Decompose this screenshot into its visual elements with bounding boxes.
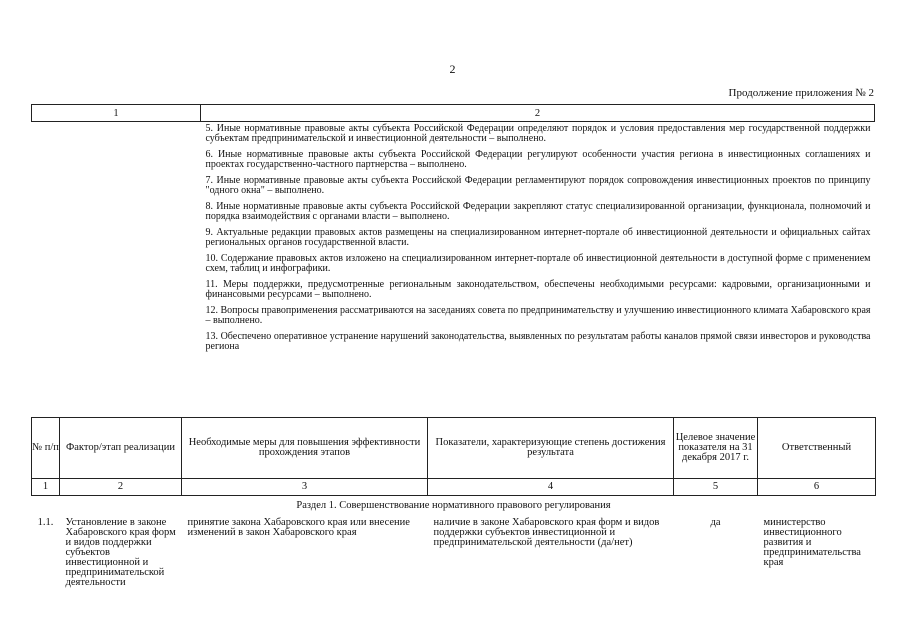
row-factor: Установление в законе Хабаровского края форм и видов поддержки субъектов инвестиционной и предпринимательской деятельности: [65, 517, 176, 588]
paragraph-list: [201, 122, 875, 359]
section-row: [32, 496, 876, 517]
header-indicators: Показатели, характеризующие степень достижения результата: [428, 418, 674, 479]
section-title: Раздел 1. Совершенствование нормативного правового регулирования: [296, 500, 611, 511]
page-number: 2: [449, 62, 456, 76]
row-measures: принятие закона Хабаровского края или внесение изменений в закон Хабаровского края: [187, 517, 410, 538]
row-responsible: министерство инвестиционного развития и предпринимательства края: [763, 517, 861, 568]
column-number: 6: [758, 479, 876, 496]
table-measures: [31, 417, 876, 588]
table-upper-header-row: [32, 105, 875, 122]
paragraph-item: 6. Иные нормативные правовые акты субъекта Российской Федерации регулируют особенности участия региона в инвестиционных соглашениях и проектах государственно-частного партнерства – выполнено.: [205, 149, 871, 170]
header-target: Целевое значение показателя на 31 декабря 2017 г.: [674, 418, 758, 479]
header-measures: Необходимые меры для повышения эффективности прохождения этапов: [182, 418, 428, 479]
paragraph-item: 10. Содержание правовых актов изложено на специализированном интернет-портале об инвестиционной деятельности в доступной форме с применением схем, таблиц и инфографики.: [205, 253, 871, 274]
paragraph-item: 12. Вопросы правоприменения рассматриваются на заседаниях совета по предпринимательству и улучшению инвестиционного климата Хабаровского края – выполнено.: [205, 305, 871, 326]
table-measures-number-row: [32, 479, 876, 496]
table-upper-body-row: [32, 122, 875, 359]
paragraph-item: 9. Актуальные редакции правовых актов размещены на специализированном интернет-портале об инвестиционной деятельности и официальных сайтах региональных органов государственной власти.: [205, 227, 871, 248]
column-number: 1: [32, 479, 60, 496]
paragraph-item: 5. Иные нормативные правовые акты субъекта Российской Федерации определяют порядок и условия предоставления мер государственной поддержки субъектам предпринимательской и инвестиционной деятельности – выполнено.: [205, 123, 871, 144]
paragraph-item: 11. Меры поддержки, предусмотренные региональным законодательством, обеспечены необходимыми ресурсами: кадровыми, организационными и финансовыми ресурсами – выполнено.: [205, 279, 871, 300]
column-header-2: 2: [201, 105, 875, 122]
row-target: да: [710, 517, 721, 528]
column-number: 4: [428, 479, 674, 496]
header-number: № п/п: [32, 418, 60, 479]
paragraph-item: 8. Иные нормативные правовые акты субъекта Российской Федерации закрепляют статус специализированной организации, функционала, полномочий и порядка взаимодействия с органами власти – выполнено.: [205, 201, 871, 222]
continuation-label: Продолжение приложения № 2: [728, 87, 874, 99]
row-indicators: наличие в законе Хабаровского края форм и видов поддержки субъектов инвестиционной и предпринимательской деятельности (да/нет): [433, 517, 660, 548]
table-measures-header-row: [32, 418, 876, 479]
header-factor: Фактор/этап реализации: [60, 418, 182, 479]
header-responsible: Ответственный: [758, 418, 876, 479]
empty-cell: [32, 122, 201, 359]
table-row: [32, 516, 876, 588]
column-header-1: 1: [32, 105, 201, 122]
table-upper: [31, 104, 875, 358]
paragraph-item: 13. Обеспечено оперативное устранение нарушений законодательства, выявленных по результатам работы каналов прямой связи инвесторов и руководства региона: [205, 331, 871, 352]
row-number: 1.1.: [37, 517, 54, 528]
paragraph-item: 7. Иные нормативные правовые акты субъекта Российской Федерации регламентируют порядок сопровождения инвестиционных проектов по принципу "одного окна" – выполнено.: [205, 175, 871, 196]
column-number: 2: [60, 479, 182, 496]
column-number: 3: [182, 479, 428, 496]
column-number: 5: [674, 479, 758, 496]
